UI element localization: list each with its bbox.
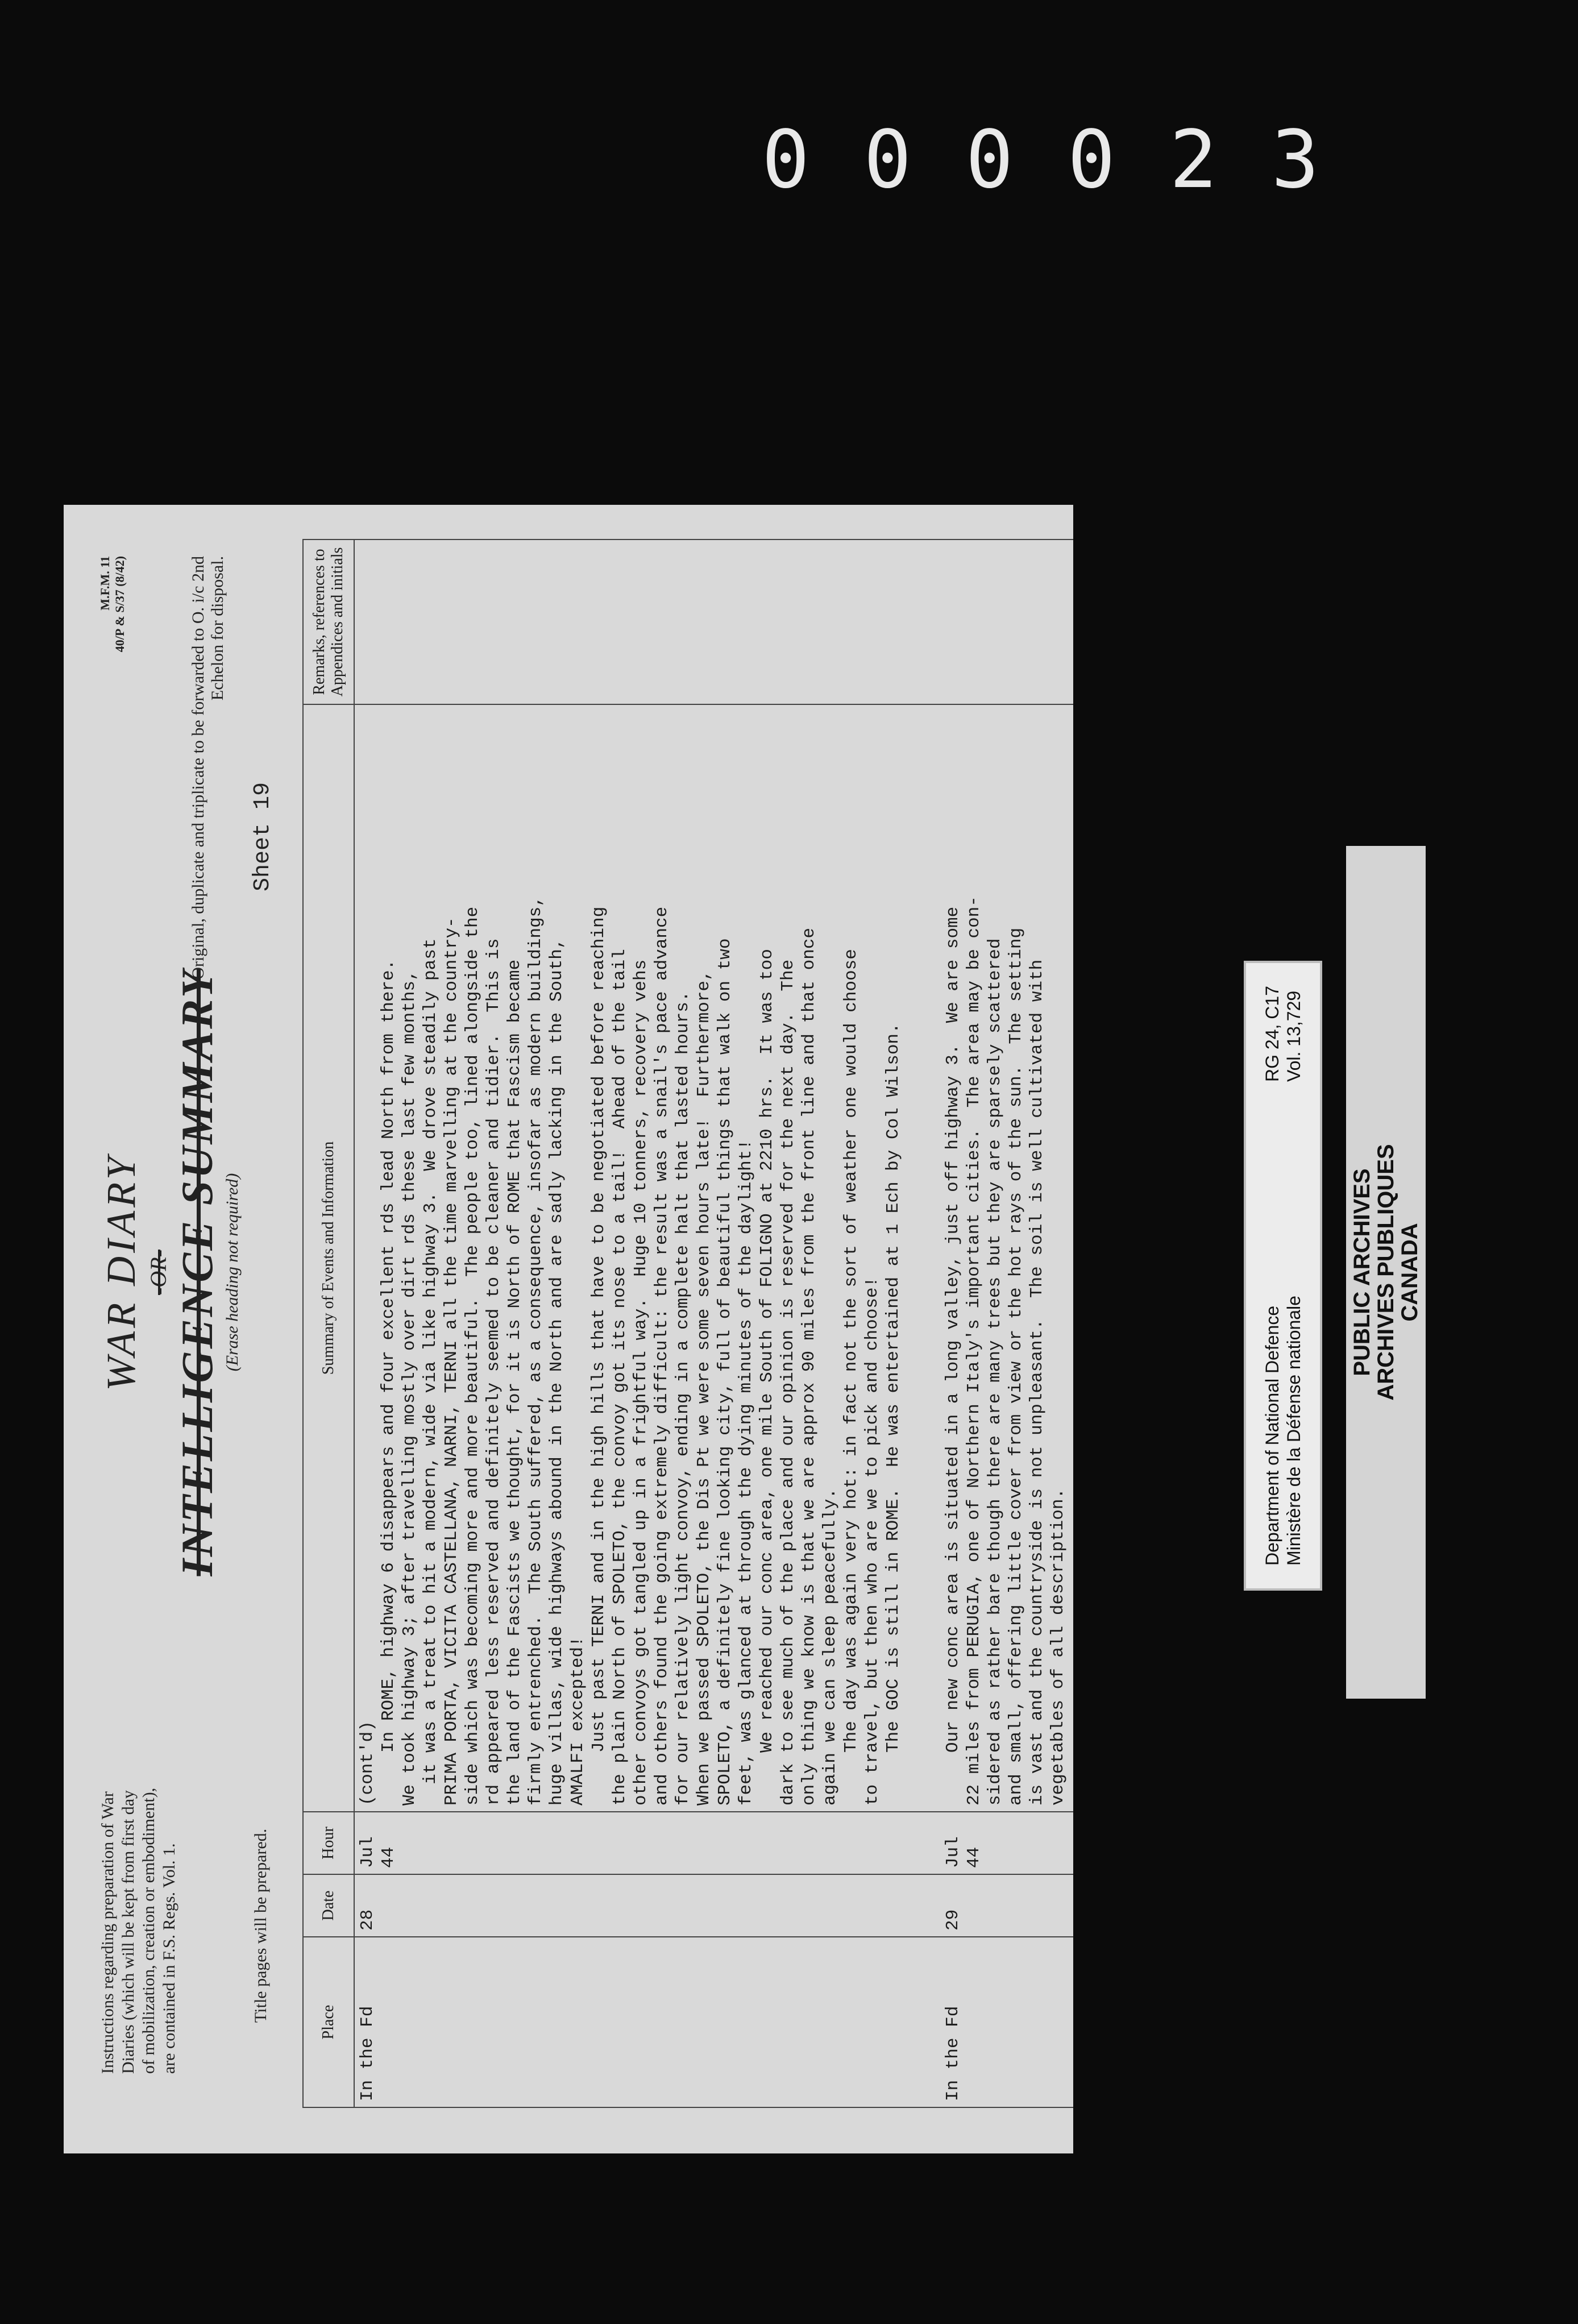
header-date: Date — [303, 1874, 354, 1937]
entry-place: In the Fd — [940, 1937, 1071, 2107]
or-label: -OR- — [146, 1250, 171, 1295]
form-code-line: 40/P & S/37 (8/42) — [113, 556, 127, 653]
title-pages-note: Title pages will be prepared. — [251, 1828, 270, 2023]
table-spacer — [906, 540, 940, 2107]
erase-note: (Erase heading not required) — [223, 1173, 242, 1372]
table-row — [940, 540, 1071, 2107]
entry-text: (cont'd) In ROME, highway 6 disappears and four excellent rds lead North from there. We took highway 3; after travelling mostly over dirt rds these last few months, it was a treat to hit a modern, wide via like highway 3. We drove steadily past PRIMA PORTA, VICITA CASTELLANA, NARNI, TERNI all the time marvelling at the country- side which was becoming more and more beautiful. The people too, lined alongside the rd appeared less reserved and definitely seemed to be cleaner and tidier. This is the land of the Fascists we thought, for it is North of ROME that Fascism became firmly entrenched. The South suffered, as a consequence, insofar as modern buildings, huge villas, wide highways abound in the North and are sadly lacking in the South, AMALFI excepted! Just past TERNI and in the high hills that have to be negotiated before reaching the plain North of SPOLETO, the convoy got its nose to a tail! Ahead of the tail other convoys got tangled up in a frightful way. Huge 10 tonners, recovery vehs and others found the going extremely difficult: the result was a snail's pace advance for our relatively light convoy, ending in a complete halt that lasted hours. When we passed SPOLETO, the Dis Pt we were some seven hours late! Furthermore, SPOLETO, a definitely fine looking city, full of beautiful things that walk on two feet, was glanced at through the dying minutes of the daylight! We reached our conc area, one mile South of FOLIGNO at 2210 hrs. It was too dark to see much of the place and our opinion is reserved for the next day. The only thing we know is that we are approx 90 miles from the front line and that once again we can sleep peacefully. The day was again very hot: in fact not the sort of weather one would choose to travel, but then who are we to pick and choose! The GOC is still in ROME. He was entertained at 1 Ech by Col Wilson. — [358, 896, 903, 1806]
stamp-line: ARCHIVES PUBLIQUES — [1373, 1144, 1398, 1401]
entry-summary — [940, 704, 1071, 1812]
title-block — [98, 960, 242, 1585]
war-diary-sheet — [64, 505, 1073, 2153]
archive-stamp — [1346, 846, 1426, 1699]
rotated-page — [64, 505, 1073, 2153]
record-group — [1261, 986, 1305, 1082]
sheet-number: Sheet 19 — [250, 782, 276, 891]
department-name — [1261, 1296, 1305, 1566]
entry-hour: Jul 44 — [354, 1812, 906, 1874]
distribution-note: Original, duplicate and triplicate to be forwarded to O. i/c 2nd Echelon for disposal. — [189, 556, 227, 980]
form-code-line: M.F.M. 11 — [98, 556, 112, 611]
rg-number: RG 24, C17 — [1262, 986, 1282, 1082]
entry-place: In the Fd — [354, 1937, 906, 2107]
entry-remarks — [354, 540, 906, 704]
table-row — [354, 540, 906, 2107]
frame-number: 000023 — [762, 114, 1373, 206]
entry-summary — [354, 704, 906, 1812]
header-place: Place — [303, 1937, 354, 2107]
table-header-row — [303, 540, 354, 2107]
alt-title: INTELLIGENCE SUMMARY — [172, 968, 222, 1576]
page-title: WAR DIARY — [98, 1153, 144, 1391]
stamp-line: PUBLIC ARCHIVES — [1349, 1168, 1374, 1376]
entry-date: 28 — [354, 1874, 906, 1937]
instructions-note: Instructions regarding preparation of War Diaries (which will be kept from first day of mobilization, creation or embodiment), are contained in F.S. Regs. Vol. 1. — [98, 1787, 178, 2074]
entry-date: 29 — [940, 1874, 1071, 1937]
stamp-line: CANADA — [1397, 1223, 1422, 1322]
entry-hour: Jul 44 — [940, 1812, 1071, 1874]
dept-fr: Ministère de la Défense nationale — [1284, 1296, 1304, 1566]
header-summary: Summary of Events and Information — [303, 704, 354, 1812]
header-remarks: Remarks, references to Appendices and initials — [303, 540, 354, 704]
diary-table — [302, 539, 1073, 2108]
dept-en: Department of National Defence — [1262, 1305, 1282, 1566]
form-code — [98, 556, 127, 652]
volume-number: Vol. 13,729 — [1284, 990, 1304, 1082]
entry-remarks — [940, 540, 1071, 704]
archive-label — [1244, 961, 1322, 1591]
table-spacer — [1071, 540, 1073, 2107]
entry-text: Our new conc area is situated in a long valley, just off highway 3. We are some 22 miles from PERUGIA, one of Northern Italy's important cities. The area may be con- sidered as rather bare though there are many trees but they are sparsely scattered and small, offering little cover from view or the hot rays of the sun. The setting is vast and the countryside is not unpleasant. The soil is well cultivated with vegetables of all description. — [943, 896, 1068, 1806]
header-hour: Hour — [303, 1812, 354, 1874]
